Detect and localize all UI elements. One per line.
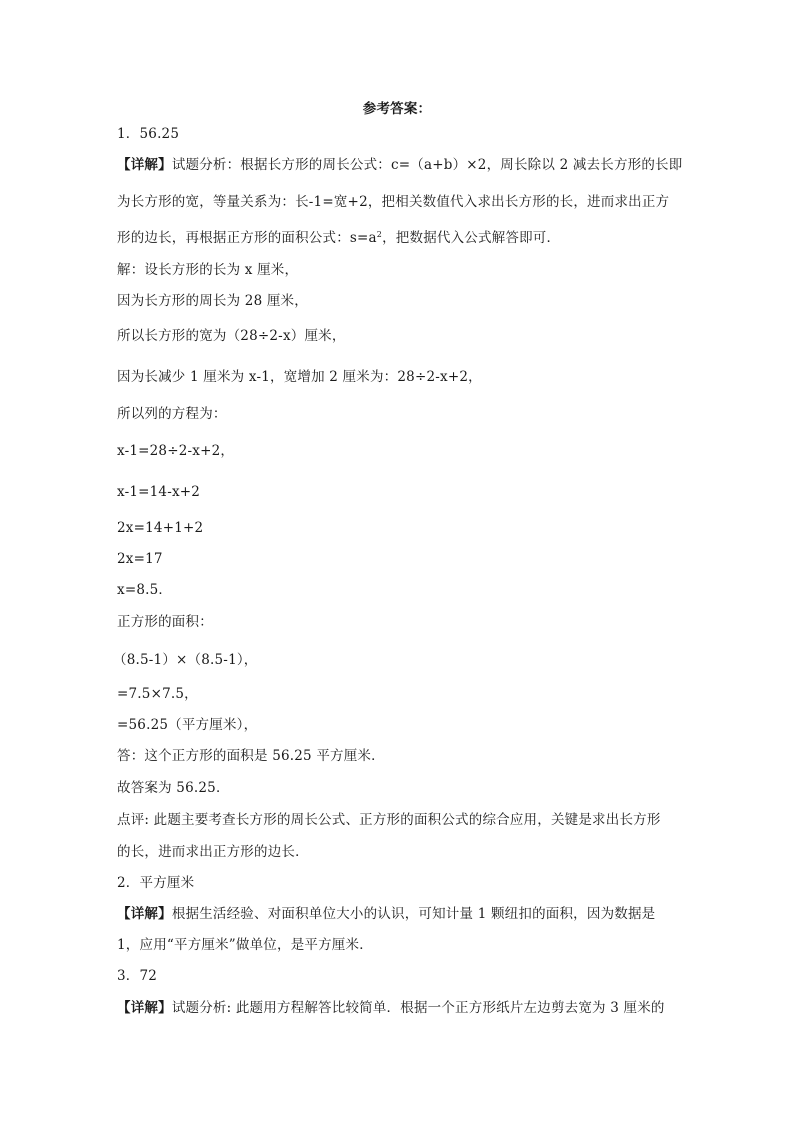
q1-equation-line: =7.5×7.5， — [117, 686, 198, 702]
q1-comment-line: 的长，进而求出正方形的边长． — [117, 844, 309, 860]
q1-solution-line: 因为长方形的周长为 28 厘米， — [117, 293, 308, 309]
q1-analysis-text-3a: 形的边长，再根据正方形的面积公式：s=a — [117, 230, 377, 246]
q1-analysis-text-3b: ，把数据代入公式解答即可． — [382, 230, 561, 246]
q1-equation-line: （8.5-1）×（8.5-1）， — [113, 652, 258, 668]
q1-number: 1．56.25 — [117, 126, 180, 142]
q1-solution-line: 所以长方形的宽为（28÷2-x）厘米， — [117, 328, 346, 344]
q2-detail-text-1: 根据生活经验、对面积单位大小的认识，可知计量 1 颗纽扣的面积，因为数据是 — [171, 906, 656, 922]
q3-number: 3．72 — [117, 968, 158, 984]
q1-equation-line: =56.25（平方厘米）， — [117, 717, 258, 733]
q1-analysis-superscript: 2 — [376, 230, 383, 239]
q2-detail-line-2: 1，应用“平方厘米”做单位，是平方厘米． — [117, 937, 373, 953]
q1-equation-line: x-1=14-x+2 — [117, 484, 201, 500]
q3-detail-text-1: 试题分析: 此题用方程解答比较简单．根据一个正方形纸片左边剪去宽为 3 厘米的 — [171, 1000, 665, 1016]
q1-solution-line: 正方形的面积： — [117, 614, 213, 630]
q2-detail-tag: 【详解】 — [117, 906, 172, 922]
q3-detail-tag: 【详解】 — [117, 1000, 172, 1016]
page-title: 参考答案： — [362, 101, 432, 117]
q1-detail-tag: 【详解】 — [117, 157, 172, 173]
q1-comment-line: 点评: 此题主要考查长方形的周长公式、正方形的面积公式的综合应用，关键是求出长方形 — [117, 812, 661, 828]
q3-detail-line-1 — [117, 998, 665, 1018]
q1-solution-line: 解：设长方形的长为 x 厘米， — [117, 262, 299, 278]
q1-equation-line: 2x=14+1+2 — [117, 520, 204, 536]
q1-equation-line: 2x=17 — [117, 551, 163, 567]
q1-equation-line: x=8.5． — [117, 582, 173, 598]
q1-solution-line: 因为长减少 1 厘米为 x-1，宽增加 2 厘米为：28÷2-x+2， — [117, 369, 482, 385]
q1-analysis-line-1 — [117, 155, 682, 175]
q1-equation-line: x-1=28÷2-x+2， — [117, 443, 235, 459]
q1-analysis-line-2: 为长方形的宽，等量关系为：长-1=宽+2，把相关数值代入求出长方形的长，进而求出正方 — [117, 194, 670, 210]
q1-answer-line: 答：这个正方形的面积是 56.25 平方厘米． — [117, 748, 385, 764]
q1-answer-line: 故答案为 56.25． — [117, 780, 230, 796]
q2-detail-line-1 — [117, 904, 655, 924]
q1-solution-line: 所以列的方程为： — [117, 406, 227, 422]
q1-analysis-text-1: 试题分析：根据长方形的周长公式：c=（a+b）×2，周长除以 2 减去长方形的长即 — [171, 157, 683, 173]
q2-number: 2．平方厘米 — [117, 875, 195, 891]
q1-analysis-line-3 — [117, 228, 560, 248]
